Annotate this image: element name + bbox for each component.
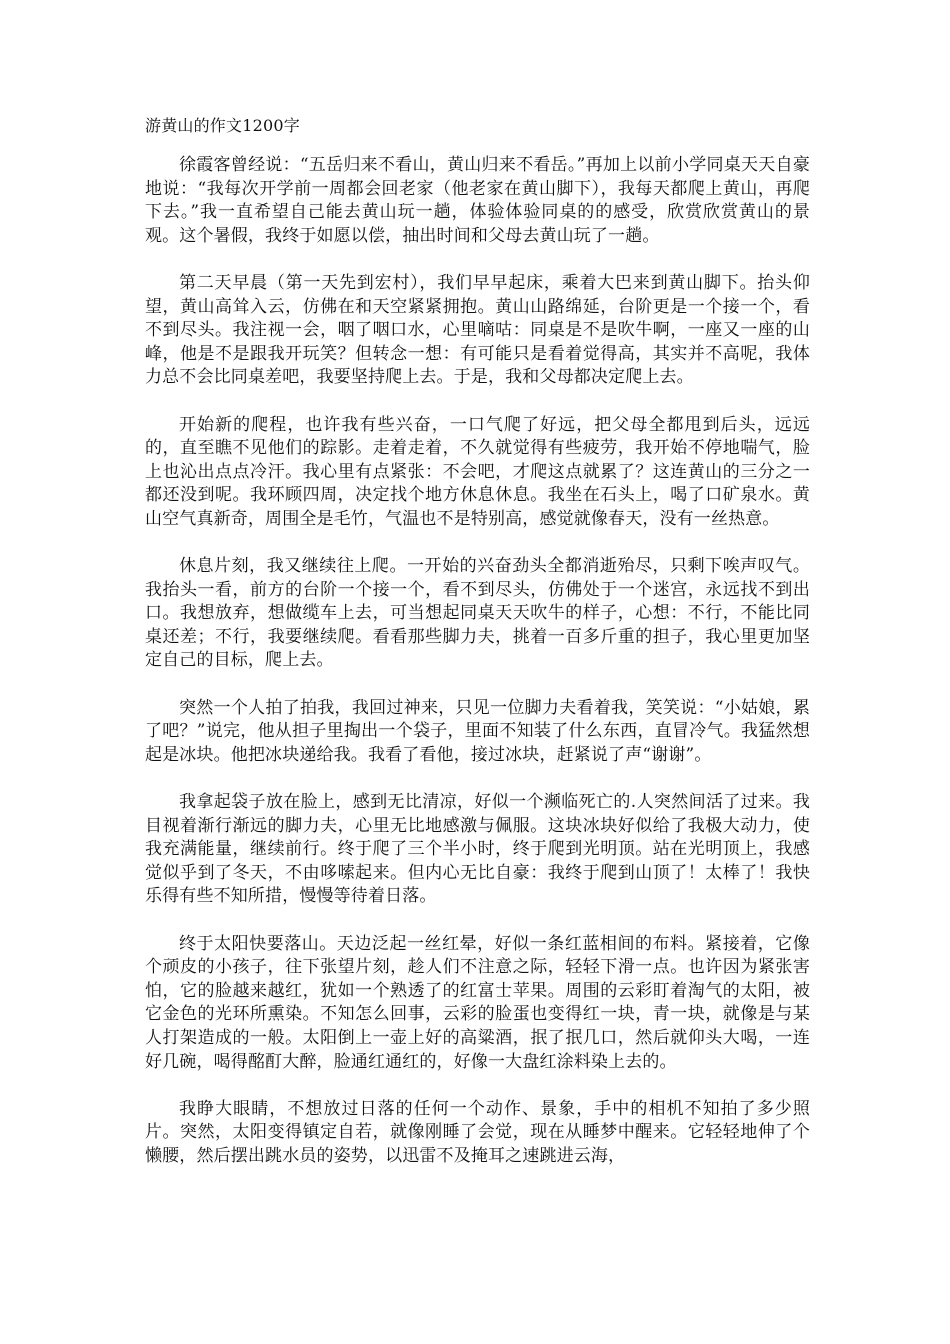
paragraph-3: 开始新的爬程，也许我有些兴奋，一口气爬了好远，把父母全都甩到后头，远远的，直至瞧不见他们的踪影。走着走着，不久就觉得有些疲劳，我开始不停地喘气，脸上也沁出点点冷汗。我心里有点紧张：不会吧，才爬这点就累了？这连黄山的三分之一都还没到呢。我环顾四周，决定找个地方休息休息。我坐在石头上，喝了口矿泉水。黄山空气真新奇，周围全是毛竹，气温也不是特别高，感觉就像春天，没有一丝热意。 [145,414,810,529]
paragraph-5: 突然一个人拍了拍我，我回过神来，只见一位脚力夫看着我，笑笑说：“小姑娘，累了吧？”说完，他从担子里掏出一个袋子，里面不知装了什么东西，直冒冷气。我猛然想起是冰块。他把冰块递给我。我看了看他，接过冰块，赶紧说了声“谢谢”。 [145,697,810,765]
document-body [145,112,810,1192]
document-title: 游黄山的作文1200字 [145,116,300,135]
paragraph-8: 我睁大眼睛，不想放过日落的任何一个动作、景象，手中的相机不知拍了多少照片。突然，太阳变得镇定自若，就像刚睡了会觉，现在从睡梦中醒来。它轻轻地伸了个懒腰，然后摆出跳水员的姿势，以迅雷不及掩耳之速跳进云海， [145,1098,810,1166]
paragraph-2: 第二天早晨（第一天先到宏村），我们早早起床，乘着大巴来到黄山脚下。抬头仰望，黄山高耸入云，仿佛在和天空紧紧拥抱。黄山山路绵延，台阶更是一个接一个，看不到尽头。我注视一会，咽了咽口水，心里嘀咕：同桌是不是吹牛啊，一座又一座的山峰，他是不是跟我开玩笑？但转念一想：有可能只是看着觉得高，其实并不高呢，我体力总不会比同桌差吧，我要坚持爬上去。于是，我和父母都决定爬上去。 [145,272,810,388]
paragraph-6: 我拿起袋子放在脸上，感到无比清凉，好似一个濒临死亡的.人突然间活了过来。我目视着渐行渐远的脚力夫，心里无比地感激与佩服。这块冰块好似给了我极大动力，使我充满能量，继续前行。终于爬了三个半小时，终于爬到光明顶。站在光明顶上，我感觉似乎到了冬天，不由哆嗦起来。但内心无比自豪：我终于爬到山顶了！太棒了！我快乐得有些不知所措，慢慢等待着日落。 [145,792,810,907]
paragraph-7: 终于太阳快要落山。天边泛起一丝红晕，好似一条红蓝相间的布料。紧接着，它像个顽皮的小孩子，往下张望片刻，趁人们不注意之际，轻轻下滑一点。也许因为紧张害怕，它的脸越来越红，犹如一个熟透了的红富士苹果。周围的云彩盯着淘气的太阳，被它金色的光环所熏染。不知怎么回事，云彩的脸蛋也变得红一块，青一块，就像是与某人打架造成的一般。太阳倒上一壶上好的高粱酒，抿了抿几口，然后就仰头大喝，一连好几碗，喝得酩酊大醉，脸通红通红的，好像一大盘红涂料染上去的。 [145,933,810,1072]
paragraph-4: 休息片刻，我又继续往上爬。一开始的兴奋劲头全都消逝殆尽，只剩下唉声叹气。我抬头一看，前方的台阶一个接一个，看不到尽头，仿佛处于一个迷宫，永远找不到出口。我想放弃，想做缆车上去，可当想起同桌天天吹牛的样子，心想：不行，不能比同桌还差；不行，我要继续爬。看看那些脚力夫，挑着一百多斤重的担子，我心里更加坚定自己的目标，爬上去。 [145,556,810,671]
paragraph-1: 徐霞客曾经说：“五岳归来不看山，黄山归来不看岳。”再加上以前小学同桌天天自豪地说：“我每次开学前一周都会回老家（他老家在黄山脚下），我每天都爬上黄山，再爬下去。”我一直希望自己能去黄山玩一趟，体验体验同桌的的感受，欣赏欣赏黄山的景观。这个暑假，我终于如愿以偿，抽出时间和父母去黄山玩了一趟。 [145,155,810,246]
